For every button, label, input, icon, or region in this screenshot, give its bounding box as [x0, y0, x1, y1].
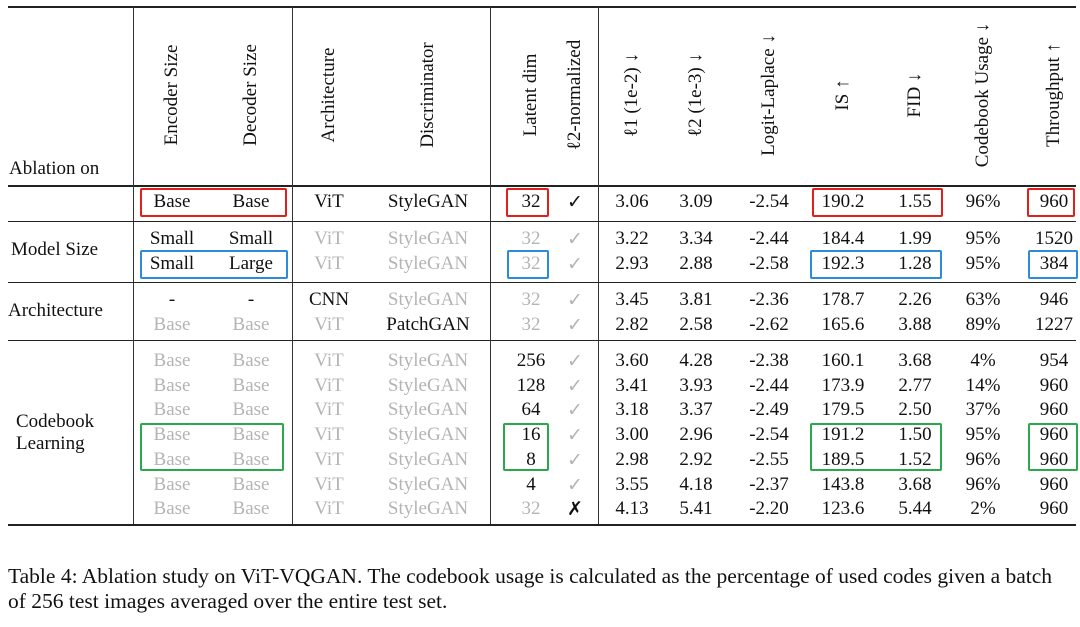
cell-discriminator: StyleGAN	[387, 228, 469, 249]
highlight-box-red	[140, 188, 287, 217]
cell-encoder-size: Base	[153, 375, 191, 396]
cell-logit-laplace: -2.37	[749, 474, 789, 495]
cell-fid: 3.88	[898, 314, 932, 335]
cell-throughput: 1520	[1035, 228, 1073, 249]
highlight-box-red	[506, 188, 549, 217]
ablation-on-header: Ablation on	[9, 158, 100, 179]
cell-fid: 1.50	[898, 424, 932, 445]
cell-throughput: 960	[1039, 399, 1069, 420]
column-header-l1-error: ℓ1 (1e-2) ↓	[621, 52, 642, 138]
cell-latent-dim: 16	[521, 424, 541, 445]
cell-l2-error: 2.92	[679, 449, 713, 470]
cell-decoder-size: Base	[232, 449, 270, 470]
cell-encoder-size: Base	[153, 314, 191, 335]
cell-codebook-usage: 89%	[965, 314, 1001, 335]
cell-l2-normalized: ✓	[567, 314, 583, 336]
cell-codebook-usage: 2%	[970, 498, 996, 519]
column-header-discriminator: Discriminator	[417, 42, 438, 148]
cell-l2-error: 2.88	[679, 253, 713, 274]
cell-codebook-usage: 96%	[965, 474, 1001, 495]
highlight-box-blue	[810, 250, 942, 279]
cell-l2-normalized: ✓	[567, 424, 583, 446]
cell-decoder-size: Base	[232, 350, 270, 371]
cell-l2-normalized: ✓	[567, 228, 583, 250]
group-label-codebook: Codebook	[16, 411, 95, 432]
highlight-box-red	[1027, 188, 1075, 217]
cell-l2-error: 3.09	[679, 191, 713, 212]
cell-encoder-size: Base	[153, 449, 191, 470]
cell-is: 192.3	[821, 253, 865, 274]
cell-decoder-size: Large	[229, 253, 273, 274]
group-rule	[8, 282, 1076, 283]
highlight-box-green	[1028, 423, 1078, 471]
cell-throughput: 1227	[1035, 314, 1073, 335]
cell-architecture: ViT	[314, 399, 344, 420]
cell-l2-error: 2.96	[679, 424, 713, 445]
cell-fid: 5.44	[898, 498, 932, 519]
cell-throughput: 960	[1039, 498, 1069, 519]
cell-throughput: 960	[1039, 424, 1069, 445]
cell-architecture: ViT	[314, 350, 344, 371]
cell-architecture: ViT	[314, 474, 344, 495]
cell-architecture: ViT	[314, 498, 344, 519]
cell-l1-error: 3.22	[615, 228, 649, 249]
column-header-latent-dim: Latent dim	[520, 53, 541, 137]
group-rule	[8, 340, 1076, 341]
cell-l1-error: 2.82	[615, 314, 649, 335]
cell-architecture: ViT	[314, 253, 344, 274]
column-header-is: IS ↑	[832, 79, 853, 111]
highlight-box-blue	[140, 250, 288, 279]
cell-codebook-usage: 96%	[965, 449, 1001, 470]
cell-codebook-usage: 14%	[965, 375, 1001, 396]
column-header-l2-normalized: ℓ2-normalized	[564, 39, 585, 151]
cell-is: 173.9	[821, 375, 865, 396]
column-header-l2-error: ℓ2 (1e-3) ↓	[685, 52, 706, 138]
group-label-learning: Learning	[16, 433, 85, 454]
cell-l2-normalized: ✓	[567, 191, 583, 213]
cell-decoder-size: Base	[232, 191, 270, 212]
cell-latent-dim: 32	[521, 498, 541, 519]
cell-discriminator: StyleGAN	[387, 474, 469, 495]
column-header-encoder-size: Encoder Size	[161, 44, 182, 146]
cell-latent-dim: 64	[521, 399, 541, 420]
cell-fid: 1.52	[898, 449, 932, 470]
cell-l2-error: 3.93	[679, 375, 713, 396]
cell-l2-normalized: ✓	[567, 253, 583, 275]
cell-is: 143.8	[821, 474, 865, 495]
cell-discriminator: StyleGAN	[387, 424, 469, 445]
column-header-codebook-usage: Codebook Usage ↓	[972, 22, 993, 168]
cell-encoder-size: Small	[149, 228, 195, 249]
cell-latent-dim: 256	[516, 350, 546, 371]
cell-codebook-usage: 95%	[965, 424, 1001, 445]
cell-logit-laplace: -2.55	[749, 449, 789, 470]
cell-discriminator: StyleGAN	[387, 498, 469, 519]
header-rule	[8, 185, 1076, 187]
cell-architecture: ViT	[314, 375, 344, 396]
cell-latent-dim: 4	[526, 474, 536, 495]
cell-architecture: ViT	[314, 449, 344, 470]
cell-logit-laplace: -2.36	[749, 289, 789, 310]
cell-l2-normalized: ✓	[567, 289, 583, 311]
cell-l2-error: 4.28	[679, 350, 713, 371]
column-divider	[490, 7, 491, 524]
top-rule	[8, 6, 1076, 8]
cell-encoder-size: -	[168, 289, 176, 310]
cell-logit-laplace: -2.44	[749, 228, 789, 249]
cell-fid: 1.99	[898, 228, 932, 249]
highlight-box-green	[503, 423, 549, 471]
cell-fid: 1.28	[898, 253, 932, 274]
column-header-throughput: Throughput ↑	[1043, 43, 1064, 147]
cell-l1-error: 3.41	[615, 375, 649, 396]
cell-discriminator: StyleGAN	[387, 253, 469, 274]
cell-logit-laplace: -2.20	[749, 498, 789, 519]
column-divider	[133, 7, 134, 524]
cell-decoder-size: Base	[232, 314, 270, 335]
cell-is: 184.4	[821, 228, 865, 249]
cell-discriminator: StyleGAN	[387, 375, 469, 396]
cell-logit-laplace: -2.44	[749, 375, 789, 396]
cell-decoder-size: Base	[232, 375, 270, 396]
cell-latent-dim: 32	[521, 253, 541, 274]
cell-latent-dim: 32	[521, 191, 541, 212]
cell-decoder-size: Base	[232, 474, 270, 495]
cell-fid: 3.68	[898, 350, 932, 371]
cell-logit-laplace: -2.58	[749, 253, 789, 274]
cell-l2-normalized: ✓	[567, 350, 583, 372]
cell-encoder-size: Base	[153, 399, 191, 420]
highlight-box-blue	[1028, 250, 1078, 279]
cell-decoder-size: Small	[228, 228, 274, 249]
cell-is: 123.6	[821, 498, 865, 519]
cell-l1-error: 3.60	[615, 350, 649, 371]
cell-l2-normalized: ✓	[567, 375, 583, 397]
cell-discriminator: StyleGAN	[387, 449, 469, 470]
cell-is: 189.5	[821, 449, 865, 470]
cell-logit-laplace: -2.62	[749, 314, 789, 335]
cell-logit-laplace: -2.54	[749, 424, 789, 445]
cell-discriminator: StyleGAN	[387, 289, 469, 310]
cell-decoder-size: Base	[232, 424, 270, 445]
group-rule	[8, 221, 1076, 222]
highlight-box-green	[140, 423, 284, 471]
cell-throughput: 960	[1039, 449, 1069, 470]
cell-discriminator: PatchGAN	[386, 314, 470, 335]
column-header-logit-laplace: Logit-Laplace ↓	[758, 34, 779, 156]
cell-l2-error: 4.18	[679, 474, 713, 495]
cell-throughput: 384	[1039, 253, 1069, 274]
cell-decoder-size: -	[247, 289, 255, 310]
bottom-rule	[8, 524, 1076, 526]
cell-l2-normalized: ✗	[567, 498, 583, 520]
cell-latent-dim: 32	[521, 289, 541, 310]
cell-l1-error: 4.13	[615, 498, 649, 519]
cell-is: 179.5	[821, 399, 865, 420]
cell-discriminator: StyleGAN	[387, 191, 469, 212]
column-header-fid: FID ↓	[904, 72, 925, 118]
cell-encoder-size: Base	[153, 498, 191, 519]
cell-encoder-size: Base	[153, 424, 191, 445]
cell-is: 191.2	[821, 424, 865, 445]
cell-architecture: ViT	[314, 314, 344, 335]
cell-throughput: 946	[1039, 289, 1069, 310]
cell-is: 165.6	[821, 314, 865, 335]
cell-throughput: 960	[1039, 474, 1069, 495]
cell-fid: 2.77	[898, 375, 932, 396]
cell-logit-laplace: -2.49	[749, 399, 789, 420]
highlight-box-blue	[507, 250, 549, 279]
cell-is: 190.2	[821, 191, 865, 212]
cell-decoder-size: Base	[232, 399, 270, 420]
cell-encoder-size: Base	[153, 191, 191, 212]
cell-architecture: CNN	[308, 289, 350, 310]
cell-codebook-usage: 37%	[965, 399, 1001, 420]
cell-is: 160.1	[821, 350, 865, 371]
column-divider	[598, 7, 599, 524]
highlight-box-green	[810, 423, 942, 471]
cell-latent-dim: 8	[526, 449, 536, 470]
cell-l1-error: 3.00	[615, 424, 649, 445]
cell-architecture: ViT	[314, 191, 344, 212]
column-header-architecture: Architecture	[318, 47, 339, 143]
cell-architecture: ViT	[314, 424, 344, 445]
cell-l2-error: 5.41	[679, 498, 713, 519]
cell-throughput: 960	[1039, 375, 1069, 396]
highlight-box-red	[812, 188, 943, 217]
cell-discriminator: StyleGAN	[387, 399, 469, 420]
cell-codebook-usage: 95%	[965, 228, 1001, 249]
cell-l1-error: 2.93	[615, 253, 649, 274]
cell-encoder-size: Base	[153, 350, 191, 371]
cell-codebook-usage: 63%	[965, 289, 1001, 310]
cell-encoder-size: Small	[149, 253, 195, 274]
cell-l1-error: 3.45	[615, 289, 649, 310]
cell-decoder-size: Base	[232, 498, 270, 519]
cell-l1-error: 3.55	[615, 474, 649, 495]
group-label-architecture: Architecture	[8, 300, 103, 321]
cell-is: 178.7	[821, 289, 865, 310]
column-divider	[292, 7, 293, 524]
group-label-model-size: Model Size	[11, 239, 99, 260]
cell-latent-dim: 32	[521, 314, 541, 335]
cell-logit-laplace: -2.54	[749, 191, 789, 212]
table-caption: Table 4: Ablation study on ViT-VQGAN. The codebook usage is calculated as the percentage of used codes given a batch of 256 test images averaged over the entire test set.	[8, 564, 1053, 613]
column-header-decoder-size: Decoder Size	[240, 44, 261, 146]
cell-l2-normalized: ✓	[567, 399, 583, 421]
cell-codebook-usage: 95%	[965, 253, 1001, 274]
cell-architecture: ViT	[314, 228, 344, 249]
cell-l2-error: 3.34	[679, 228, 713, 249]
cell-logit-laplace: -2.38	[749, 350, 789, 371]
cell-fid: 2.50	[898, 399, 932, 420]
cell-fid: 3.68	[898, 474, 932, 495]
cell-throughput: 954	[1039, 350, 1069, 371]
cell-fid: 1.55	[898, 191, 932, 212]
cell-l1-error: 3.06	[615, 191, 649, 212]
cell-l1-error: 2.98	[615, 449, 649, 470]
cell-l2-normalized: ✓	[567, 474, 583, 496]
cell-latent-dim: 32	[521, 228, 541, 249]
cell-throughput: 960	[1039, 191, 1069, 212]
cell-l1-error: 3.18	[615, 399, 649, 420]
cell-fid: 2.26	[898, 289, 932, 310]
cell-codebook-usage: 96%	[965, 191, 1001, 212]
cell-l2-error: 3.81	[679, 289, 713, 310]
cell-discriminator: StyleGAN	[387, 350, 469, 371]
cell-l2-error: 3.37	[679, 399, 713, 420]
cell-encoder-size: Base	[153, 474, 191, 495]
cell-l2-normalized: ✓	[567, 449, 583, 471]
cell-l2-error: 2.58	[679, 314, 713, 335]
cell-latent-dim: 128	[516, 375, 546, 396]
cell-codebook-usage: 4%	[970, 350, 996, 371]
